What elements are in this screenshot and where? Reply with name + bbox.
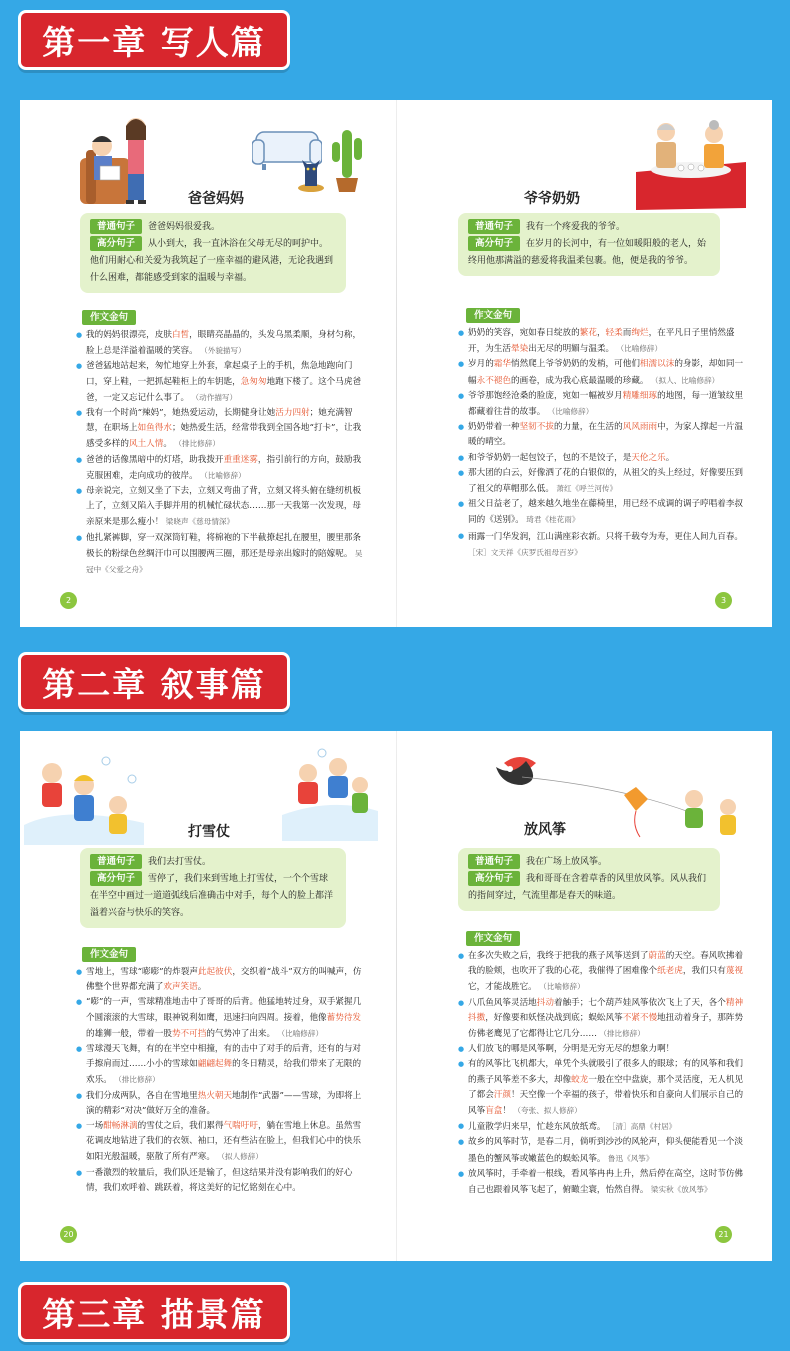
- page-21: [396, 731, 772, 1261]
- highlighted-word: 霜华: [493, 359, 511, 370]
- sentence-text: 的雪仗之后，我们累得: [137, 1121, 224, 1132]
- source-note: （比喻修辞）: [545, 407, 594, 417]
- golden-sentence-list: [76, 965, 368, 1196]
- sentence-text: 八爪鱼风筝灵活地: [468, 997, 537, 1008]
- high-sentence-text: 雪停了，我们来到雪地上打雪仗，一个个雪球在半空中画过一道道弧线后准确击中对手，每个人的脸上都洋溢着兴奋与快乐的笑容。: [90, 874, 334, 918]
- sentence-text: 。: [197, 982, 207, 993]
- golden-sentence-item: [76, 359, 368, 406]
- golden-sentence-item: [458, 389, 746, 420]
- source-note: ［清］高鼎《村居》: [605, 1122, 677, 1132]
- golden-sentence-item: [76, 453, 368, 484]
- sentence-text: 有的风筝比飞机都大，单凭个头就吸引了很多人的眼球；有的风筝和我们的燕子风筝差不多大，却像: [468, 1059, 744, 1085]
- golden-sentence-item: [76, 484, 368, 531]
- sentence-text: ，在平凡日子里悄然盛开，为生活: [468, 328, 735, 355]
- golden-sentence-item: [458, 451, 746, 466]
- source-note: （排比修辞）: [111, 1075, 160, 1085]
- golden-sentence-item: [76, 1166, 368, 1196]
- source-note: （比喻修辞）: [275, 1028, 324, 1038]
- sentence-text: ，躺在雪地上休息。虽然雪花调皮地钻进了我们的衣领、袖口，还有些沾在脸上，但我们心中的快乐如阳光般温暖，驱散了所有严寒。: [86, 1121, 362, 1163]
- golden-sentence-item: [76, 965, 368, 995]
- source-note: （夸张、拟人修辞）: [511, 1106, 582, 1116]
- normal-sentence-label: 普通句子: [468, 854, 520, 869]
- sentence-text: ，: [596, 328, 606, 338]
- high-sentence-label: 高分句子: [468, 236, 520, 251]
- source-note: （动作描写）: [189, 392, 238, 402]
- golden-sentence-item: [76, 1042, 368, 1089]
- highlighted-word: 蔚蓝: [648, 951, 666, 961]
- normal-sentence-label: 普通句子: [468, 219, 520, 234]
- cactus-icon: [330, 126, 364, 194]
- sentence-text: 他扎紧裤脚，穿一双深筒钉鞋，将棉袍的下半截撩起扎在腰里，腰里那条极长的粉绿色丝绸汗巾可以围腰两三圈，那还是母亲出嫁时的陪嫁呢。: [86, 532, 362, 559]
- sentence-text: 一场: [86, 1121, 104, 1132]
- source-note: ［宋］文天祥《庆罗氏祖母百岁》: [468, 547, 582, 557]
- golden-sentence-label: 作文金句: [466, 308, 520, 323]
- golden-sentence-item: [458, 949, 746, 996]
- sentence-text: 地跑下楼了。这个马虎爸爸，一定又忘记什么事了。: [86, 376, 362, 403]
- sentence-text: ，眼睛亮晶晶的，头发乌黑柔顺，身材匀称，脸上总是洋溢着温暖的笑容。: [86, 330, 362, 357]
- highlighted-word: 风风雨雨: [622, 422, 658, 433]
- sentence-text: 岁月的: [468, 359, 494, 370]
- sentence-text: 和爷爷奶奶一起包饺子，包的不是饺子，是: [468, 452, 632, 463]
- highlighted-word: 如鱼得水: [137, 423, 172, 434]
- sentence-text: 的身影，却如同一幅: [468, 359, 744, 386]
- golden-sentence-item: [76, 406, 368, 453]
- golden-sentence-list: [458, 949, 746, 1198]
- source-note: （比喻修辞）: [614, 344, 663, 354]
- sentence-text: 雪球漫天飞舞，有的在半空中相撞，有的击中了对手的后背，还有的与对手擦肩而过……小小的雪球如: [86, 1044, 362, 1070]
- source-note: 吴冠中《父爱之舟》: [86, 548, 363, 575]
- sentence-text: 雪地上，雪球“嘭嘭”的炸裂声: [86, 967, 198, 977]
- golden-sentence-item: [76, 531, 368, 579]
- normal-sentence-text: 我们去打雪仗。: [148, 857, 212, 867]
- golden-sentence-item: [458, 326, 746, 357]
- sentence-text: 出无尽的明媚与温柔。: [528, 344, 615, 355]
- sentence-text: 儿童散学归来早，忙趁东风放纸鸢。: [468, 1122, 606, 1133]
- source-note: 梁晓声《慈母情深》: [163, 517, 235, 527]
- chapter-badge-1: 第一章 写人篇: [18, 10, 290, 70]
- highlighted-word: 势不可挡: [171, 1028, 207, 1039]
- golden-sentence-item: [458, 1135, 746, 1166]
- sentence-text: 的地图，每一道皱纹里都藏着往昔的故事。: [468, 390, 744, 418]
- high-sentence-row: [468, 236, 710, 270]
- highlighted-word: 精雕细琢: [622, 390, 658, 401]
- grandparents-illustration: [636, 120, 746, 210]
- golden-sentence-list: [76, 328, 368, 578]
- golden-sentence-item: [76, 995, 368, 1042]
- high-sentence-label: 高分句子: [90, 236, 142, 251]
- page-title: 放风筝: [524, 822, 566, 838]
- golden-sentence-label: 作文金句: [82, 310, 136, 325]
- golden-sentence-item: [458, 529, 746, 561]
- sentence-text: 的天空。春风吹拂着我的脸颊，也吹开了我的心花，我催得了困难像个: [468, 951, 744, 977]
- highlighted-word: 欢声笑语: [163, 982, 198, 993]
- golden-sentence-item: [458, 1167, 746, 1198]
- highlighted-word: 蛟龙: [571, 1074, 589, 1085]
- highlighted-word: 此起彼伏: [197, 967, 233, 977]
- normal-sentence-row: [468, 219, 710, 236]
- sentence-text: 地扭动着身子，那阵势仿佛老鹰见了它都得让它几分……: [468, 1012, 744, 1040]
- source-note: （拟人修辞）: [214, 1152, 263, 1162]
- sentence-text: 那大团的白云，好像洒了花的白银似的，从祖父的头上经过，好像要压到了祖父的草帽那么低。: [468, 467, 744, 495]
- sentence-text: 我有一个时尚“辣妈”，她热爱运动，长期健身让她: [86, 408, 276, 419]
- sentence-box: [80, 213, 346, 293]
- golden-sentence-item: [458, 466, 746, 497]
- high-sentence-row: [90, 871, 336, 922]
- highlighted-word: 汗颜: [493, 1089, 511, 1100]
- highlighted-word: 抖动: [536, 997, 554, 1008]
- page-number: 2: [60, 592, 77, 609]
- golden-sentence-item: [76, 328, 368, 359]
- highlighted-word: 相濡以沫: [639, 359, 675, 370]
- normal-sentence-text: 我在广场上放风筝。: [526, 857, 608, 867]
- sentence-text: 一般在空中盘旋，那个灵活度，无人机见了都会: [468, 1074, 744, 1100]
- sentence-text: 着触手；七个葫芦娃风筝依次飞上了天，各个: [553, 997, 726, 1008]
- highlighted-word: 纸老虎: [657, 966, 683, 977]
- sentence-text: ；她热爱生活，经常带我到全国各地“打卡”，让我感受多样的: [86, 423, 362, 450]
- sentence-text: 悄然爬上爷爷奶奶的发梢，可他们: [511, 359, 640, 370]
- chapter-badge-2: 第二章 叙事篇: [18, 652, 290, 712]
- book-spread-2: [20, 731, 772, 1261]
- sentence-text: 。: [665, 452, 675, 463]
- family-reading-illustration: [74, 110, 164, 214]
- highlighted-word: 酣畅淋漓: [103, 1121, 138, 1132]
- source-note: 琦君《桂花雨》: [523, 515, 580, 525]
- sentence-text: 我们分成两队，各自在雪地里: [86, 1090, 198, 1101]
- sentence-text: 一番激烈的较量后，我们队还是输了，但这结果并没有影响我们的好心情，我们欢呼着、跳跃着，将这美好的记忆铭刻在心中。: [86, 1167, 353, 1193]
- sentence-text: ！: [502, 1106, 512, 1117]
- sentence-box: [458, 848, 720, 911]
- source-note: 梁实秋《放风筝》: [648, 1185, 712, 1195]
- sentence-text: 的气势冲了出来。: [206, 1028, 276, 1039]
- source-note: （拟人、比喻修辞）: [648, 375, 720, 385]
- highlighted-word: 永不褪色: [476, 375, 511, 386]
- sentence-text: 奶奶的笑容，宛如春日绽放的: [468, 328, 580, 338]
- sentence-text: 人们放飞的哪是风筝啊，分明是无穷无尽的想象力啊！: [468, 1044, 675, 1055]
- highlighted-word: 重重迷雾: [223, 454, 258, 465]
- normal-sentence-label: 普通句子: [90, 854, 142, 869]
- highlighted-word: 轻柔: [605, 328, 623, 338]
- golden-sentence-item: [458, 1119, 746, 1135]
- sentence-text: 地制作“武器”——雪球，为即将上演的精彩“对决”做好万全的准备。: [86, 1090, 362, 1116]
- page-title: 爸爸妈妈: [188, 191, 244, 207]
- sentence-text: ！天空像一个幸福的孩子，带着快乐和自豪向人们展示自己的风筝: [468, 1089, 744, 1117]
- highlighted-word: 白皙: [171, 330, 190, 340]
- golden-sentence-item: [76, 1119, 368, 1166]
- golden-sentence-item: [458, 497, 746, 528]
- normal-sentence-row: [90, 854, 336, 871]
- sentence-text: 爸爸猛地站起来，匆忙地穿上外套，拿起桌子上的手机，焦急地跑向门口，穿上鞋，一把抓起鞋柜上的车钥匙，: [86, 361, 353, 387]
- golden-sentence-item: [458, 1057, 746, 1119]
- sentence-text: 爷爷那饱经沧桑的脸庞，宛如一幅被岁月: [468, 390, 623, 401]
- sentence-text: 我的妈妈很漂亮，皮肤: [86, 330, 172, 340]
- golden-sentence-label: 作文金句: [466, 931, 520, 946]
- source-note: 萧红《呼兰河传》: [553, 484, 618, 494]
- normal-sentence-label: 普通句子: [90, 219, 142, 234]
- sentence-text: 故乡的风筝时节，是春二月，倘听到沙沙的风轮声，仰头便能看见一个淡墨色的蟹风筝或嫩蓝色的蜈蚣风筝。: [468, 1137, 744, 1164]
- sentence-text: ，我们只有: [682, 966, 726, 977]
- golden-sentence-label: 作文金句: [82, 947, 136, 962]
- golden-sentence-item: [76, 1089, 368, 1119]
- book-spread-1: [20, 100, 772, 627]
- sentence-text: 的力量，在生活的: [553, 422, 623, 433]
- highlighted-word: 蓄势待发: [326, 1012, 362, 1023]
- highlighted-word: 晕染: [510, 344, 529, 355]
- highlighted-word: 精神抖擞: [468, 997, 744, 1023]
- highlighted-word: 气喘吁吁: [223, 1121, 258, 1132]
- snowball-fight-group-illustration: [282, 745, 378, 841]
- page-title: 打雪仗: [188, 824, 230, 840]
- highlighted-word: 蔑视: [725, 966, 744, 977]
- sentence-text: “嘭”的一声，雪球精准地击中了哥哥的后背。他猛地转过身，双手紧握几个圆滚滚的大雪球，眼神锐利如鹰，迅速扫向四周。接着，他像: [86, 997, 362, 1023]
- high-sentence-label: 高分句子: [468, 871, 520, 886]
- high-sentence-text: 我和哥哥在含着草香的风里放风筝。风从我们的指间穿过，气流里都是春天的味道。: [468, 874, 707, 901]
- sentence-text: 母亲说完，立刻又坐了下去，立刻又弯曲了背，立刻又将头俯在缝纫机板上了，立刻又陷入手脚并用的机械忙碌状态……那一天我第一次发现，母亲原来是那么瘦小！: [86, 486, 362, 528]
- source-note: （比喻修辞）: [197, 470, 246, 480]
- source-note: （比喻修辞）: [536, 982, 585, 992]
- page-number: 3: [715, 592, 732, 609]
- normal-sentence-row: [90, 219, 336, 236]
- sentence-text: 雨露一门华发润，江山满座彩衣新。只将千载夸为寿，更住人间九百春。: [468, 531, 744, 542]
- highlighted-word: 不紧不慢: [622, 1012, 658, 1023]
- sentence-text: ，指引前行的方向，鼓励我克服困难，走向成功的彼岸。: [86, 454, 362, 481]
- sentence-box: [458, 213, 720, 276]
- sentence-text: 的雄狮一般，带着一股: [86, 1028, 172, 1039]
- page-3: [396, 100, 772, 627]
- sentence-text: ；她充满智慧，在职场上: [86, 408, 353, 434]
- highlighted-word: 翩翩起舞: [197, 1059, 233, 1070]
- highlighted-word: 盲盒: [485, 1106, 503, 1117]
- highlighted-word: 繁花: [579, 328, 597, 338]
- sentence-text: ，交织着“战斗”双方的叫喊声，仿佛整个世界都充满了: [86, 967, 362, 993]
- high-sentence-text: 在岁月的长河中，有一位如暖阳般的老人，始终用他那满溢的慈爱将我温柔包裹。他，便是我的爷爷。: [468, 239, 707, 266]
- sentence-text: 。: [163, 439, 172, 450]
- normal-sentence-text: 我有一个疼爱我的爷爷。: [526, 222, 626, 232]
- source-note: （排比修辞）: [171, 439, 220, 449]
- golden-sentence-item: [458, 357, 746, 388]
- highlighted-word: 风土人情: [128, 439, 164, 450]
- high-sentence-row: [468, 871, 710, 905]
- sentence-text: 的画卷，成为我心底最温暖的珍藏。: [511, 375, 649, 386]
- high-sentence-text: 从小到大，我一直沐浴在父母无尽的呵护中。他们用耐心和关爱为我筑起了一座幸福的避风港，无论我遇到什么困难，都能感受到家的温暖与幸福。: [90, 239, 334, 283]
- sentence-text: 而: [622, 328, 632, 338]
- sentence-text: 祖父日益老了，越来越久地坐在藤椅里，用已经不成调的调子哼唱着李叔同的《送别》。: [468, 499, 744, 526]
- golden-sentence-item: [458, 420, 746, 450]
- sentence-text: 在多次失败之后，我终于把我的燕子风筝送到了: [468, 951, 649, 961]
- sentence-text: 的冬日精灵，给我们带来了无限的欢乐。: [86, 1059, 362, 1086]
- source-note: （外貌描写）: [197, 346, 246, 356]
- page-title: 爷爷奶奶: [524, 191, 580, 207]
- source-note: （排比修辞）: [596, 1029, 645, 1039]
- source-note: 鲁迅《风筝》: [605, 1153, 654, 1163]
- page-2: [20, 100, 396, 627]
- normal-sentence-row: [468, 854, 710, 871]
- page-number: 21: [715, 1226, 732, 1243]
- page-number: 20: [60, 1226, 77, 1243]
- highlighted-word: 坚韧不拔: [519, 422, 554, 433]
- sentence-text: 奶奶带着一种: [468, 422, 520, 433]
- chapter-badge-3: 第三章 描景篇: [18, 1282, 290, 1342]
- golden-sentence-item: [458, 996, 746, 1043]
- sentence-text: 爸爸的话像黑暗中的灯塔，助我拨开: [86, 454, 224, 465]
- highlighted-word: 急匆匆: [240, 376, 267, 387]
- normal-sentence-text: 爸爸妈妈很爱我。: [148, 222, 221, 232]
- snowball-fight-kids-illustration: [24, 745, 144, 845]
- sentence-text: ，好像要和妖怪决战到底；蜈蚣风筝: [485, 1012, 623, 1023]
- high-sentence-row: [90, 236, 336, 287]
- sentence-text: 中，为家人撑起一片温暖的晴空。: [468, 422, 744, 448]
- high-sentence-label: 高分句子: [90, 871, 142, 886]
- kite-flying-illustration: [482, 747, 750, 843]
- golden-sentence-list: [458, 326, 746, 561]
- cat-icon: [296, 154, 326, 194]
- sentence-text: 放风筝时，手牵着一根线，看风筝冉冉上升，然后停在高空，这时节仿佛自己也跟着风筝飞起了，俯瞰尘寰，怡然自得。: [468, 1168, 744, 1196]
- sentence-box: [80, 848, 346, 928]
- golden-sentence-item: [458, 1042, 746, 1057]
- highlighted-word: 天伦之乐: [631, 452, 666, 463]
- sentence-text: 它，才能战胜它。: [468, 982, 537, 993]
- highlighted-word: 活力四射: [275, 408, 310, 419]
- highlighted-word: 绚烂: [631, 328, 649, 338]
- page-20: [20, 731, 396, 1261]
- highlighted-word: 热火朝天: [197, 1090, 233, 1101]
